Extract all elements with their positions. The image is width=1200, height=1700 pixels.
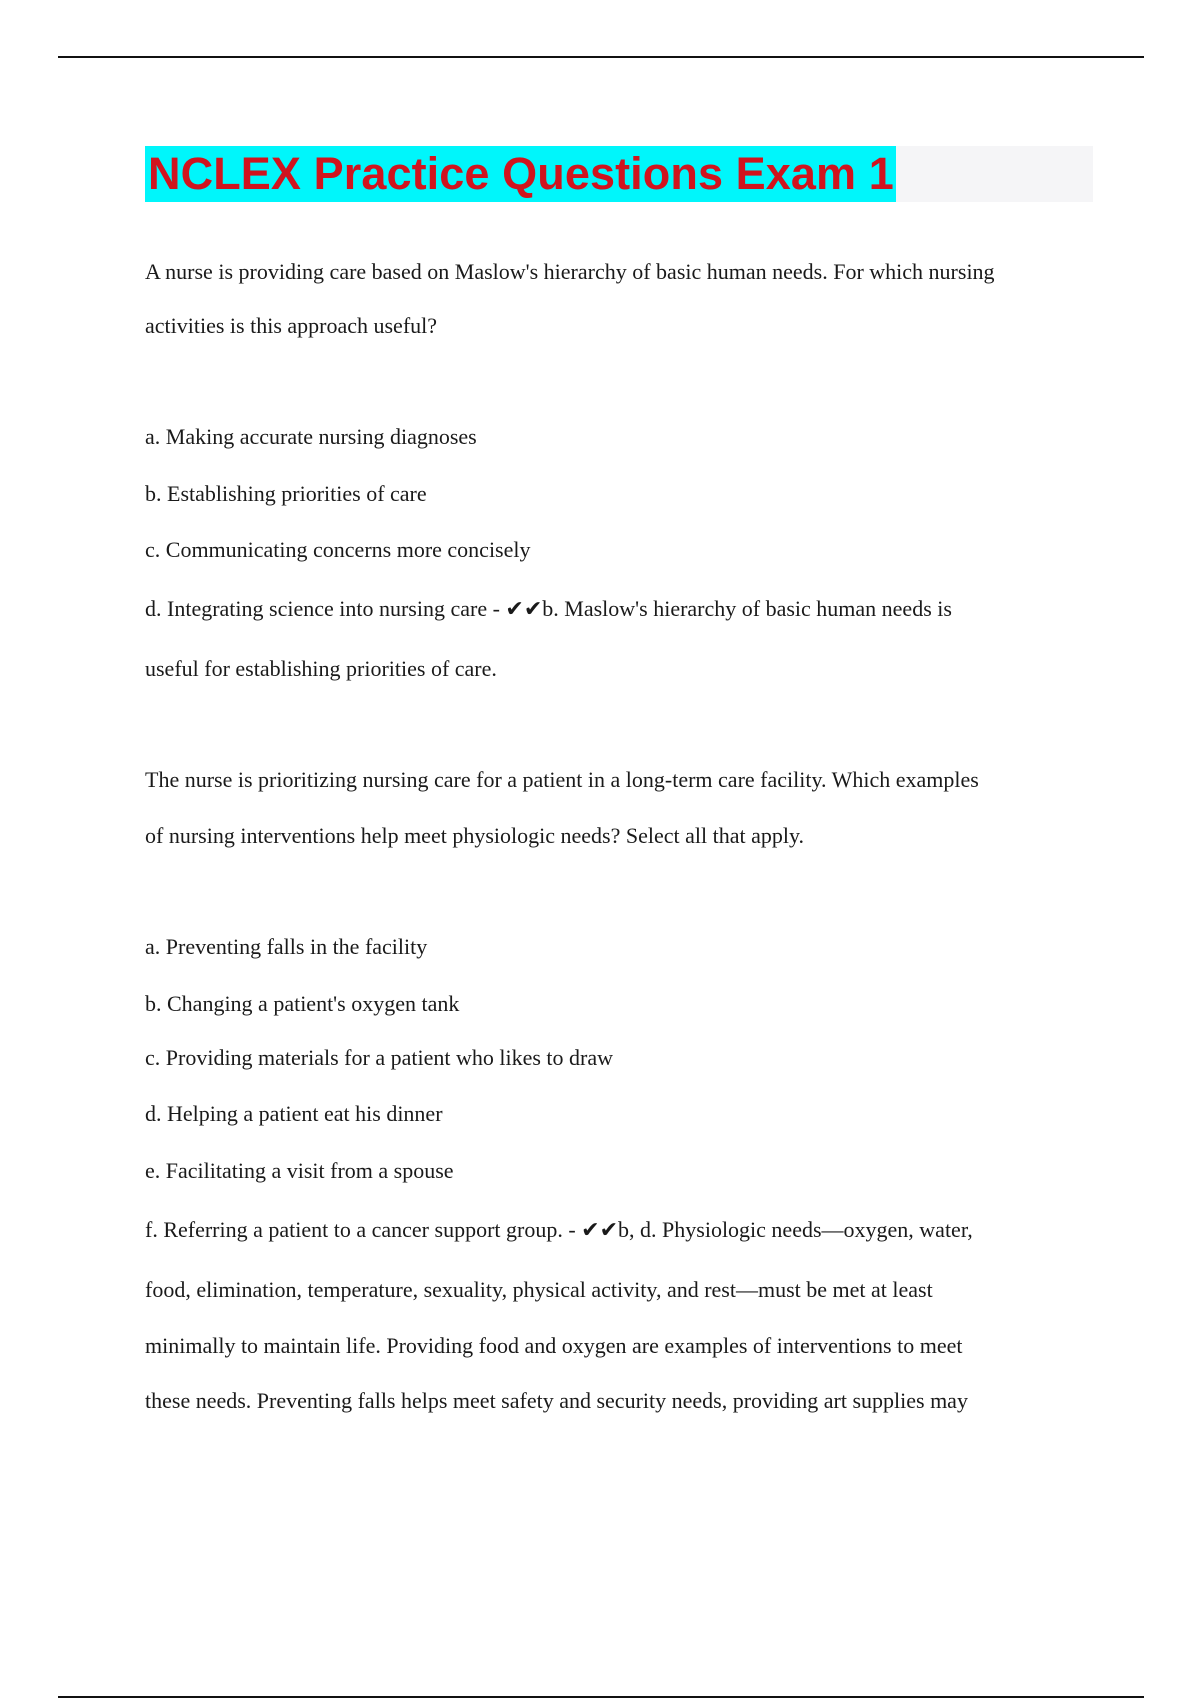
q2-option-c: c. Providing materials for a patient who likes to draw	[145, 1045, 613, 1070]
q2-option-b: b. Changing a patient's oxygen tank	[145, 991, 460, 1016]
q1-option-d-answer: d. Integrating science into nursing care - ✔✔b. Maslow's hierarchy of basic human needs is	[145, 596, 952, 621]
title-highlight	[145, 146, 896, 202]
q2-answer-line-2: food, elimination, temperature, sexuality, physical activity, and rest—must be met at least	[145, 1277, 933, 1302]
q2-answer-line-4: these needs. Preventing falls helps meet safety and security needs, providing art supplies may	[145, 1388, 968, 1413]
q2-answer-line-3: minimally to maintain life. Providing food and oxygen are examples of interventions to meet	[145, 1333, 963, 1358]
q1-option-a: a. Making accurate nursing diagnoses	[145, 424, 477, 449]
bottom-rule	[58, 1696, 1144, 1698]
q1-option-b: b. Establishing priorities of care	[145, 481, 427, 506]
top-rule	[58, 56, 1144, 58]
q1-option-c: c. Communicating concerns more concisely	[145, 537, 531, 562]
q2-stem-line-1: The nurse is prioritizing nursing care for a patient in a long-term care facility. Which examples	[145, 767, 979, 792]
q1-stem-line-1: A nurse is providing care based on Maslow's hierarchy of basic human needs. For which nursing	[145, 259, 995, 284]
q2-option-e: e. Facilitating a visit from a spouse	[145, 1158, 454, 1183]
q2-option-a: a. Preventing falls in the facility	[145, 934, 428, 959]
q2-stem-line-2: of nursing interventions help meet physiologic needs? Select all that apply.	[145, 823, 805, 848]
q2-option-f-answer: f. Referring a patient to a cancer support group. - ✔✔b, d. Physiologic needs—oxygen, water,	[145, 1217, 973, 1242]
q1-answer-line-2: useful for establishing priorities of care.	[145, 656, 497, 681]
page-title: NCLEX Practice Questions Exam 1	[148, 148, 894, 199]
q2-option-d: d. Helping a patient eat his dinner	[145, 1101, 443, 1126]
q1-stem-line-2: activities is this approach useful?	[145, 313, 438, 338]
